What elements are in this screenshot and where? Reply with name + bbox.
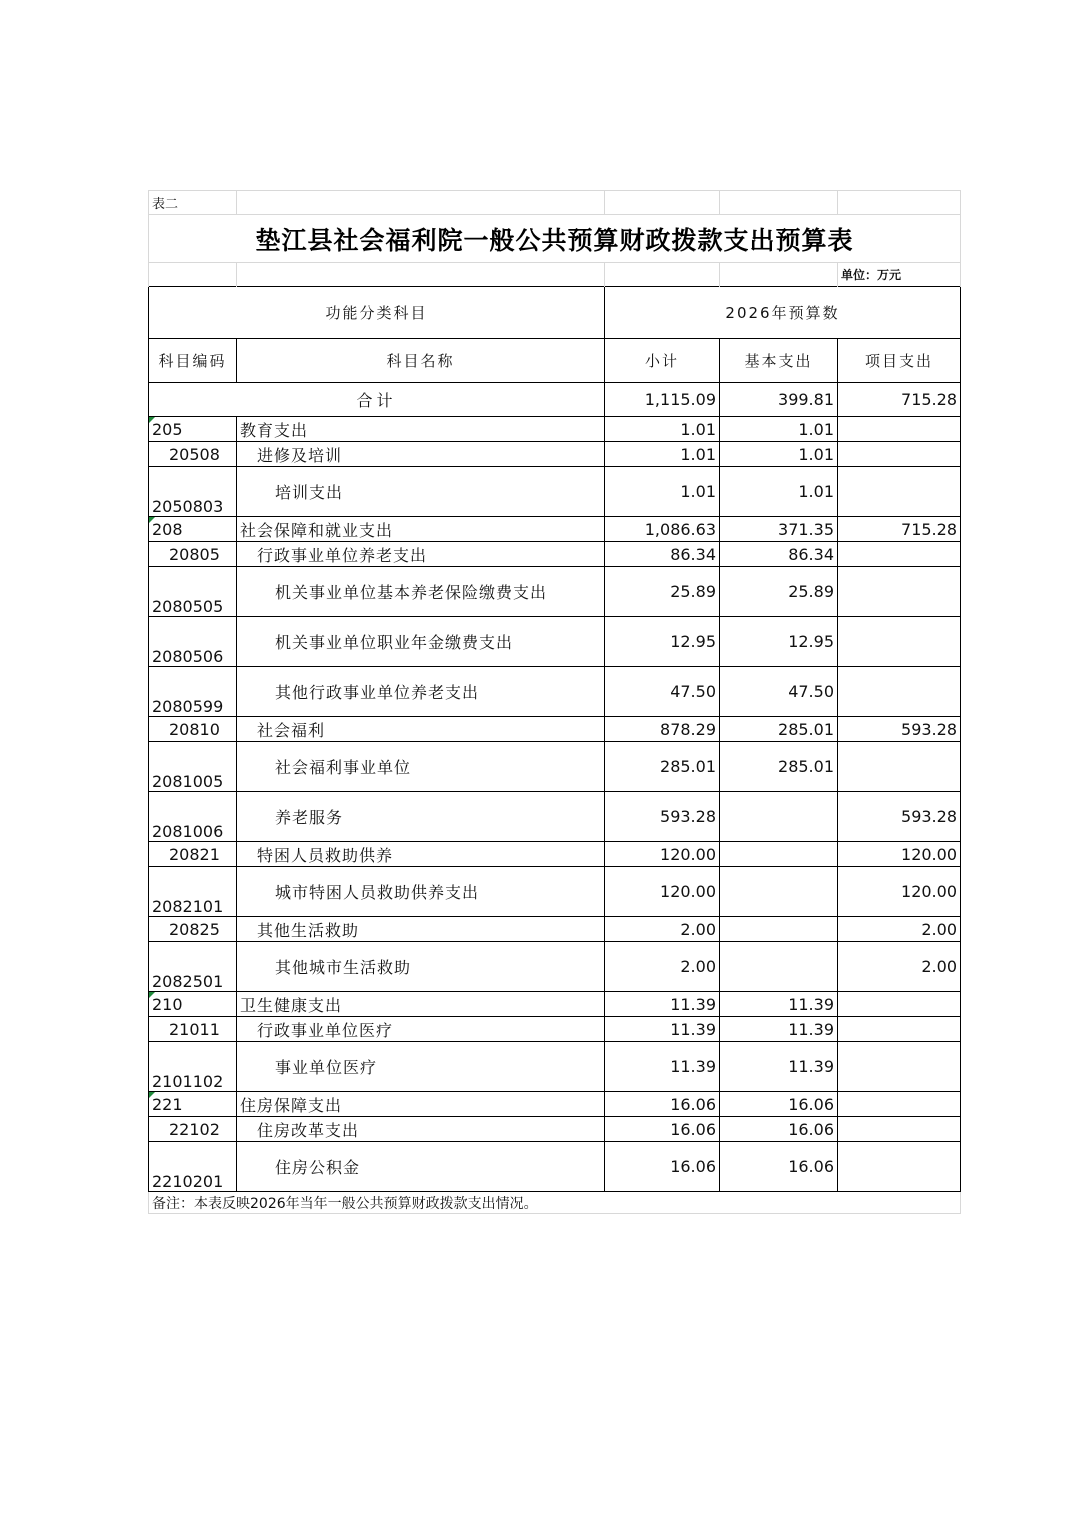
row-code: 2210201	[149, 1142, 237, 1192]
header-group-left: 功能分类科目	[149, 287, 605, 339]
budget-table	[148, 190, 961, 1214]
table-row	[149, 742, 961, 792]
row-subtotal: 11.39	[605, 992, 720, 1017]
row-name: 进修及培训	[237, 442, 605, 467]
row-name: 其他城市生活救助	[237, 942, 605, 992]
row-project	[838, 417, 961, 442]
row-name: 养老服务	[237, 792, 605, 842]
row-subtotal: 120.00	[605, 842, 720, 867]
row-code: 2080505	[149, 567, 237, 617]
row-subtotal: 1.01	[605, 442, 720, 467]
table-row	[149, 467, 961, 517]
row-project	[838, 667, 961, 717]
table-row	[149, 842, 961, 867]
header-group-row	[149, 287, 961, 339]
page-title: 垫江县社会福利院一般公共预算财政拨款支出预算表	[149, 215, 961, 263]
row-code: 22102	[149, 1117, 237, 1142]
row-project	[838, 467, 961, 517]
row-subtotal: 1.01	[605, 417, 720, 442]
row-subtotal: 47.50	[605, 667, 720, 717]
row-project	[838, 1117, 961, 1142]
row-name: 住房公积金	[237, 1142, 605, 1192]
row-basic	[720, 917, 838, 942]
row-name: 社会保障和就业支出	[237, 517, 605, 542]
header-code: 科目编码	[149, 339, 237, 383]
row-subtotal: 11.39	[605, 1042, 720, 1092]
row-subtotal: 86.34	[605, 542, 720, 567]
row-code: 20810	[149, 717, 237, 742]
row-subtotal: 11.39	[605, 1017, 720, 1042]
table-row	[149, 517, 961, 542]
row-project	[838, 542, 961, 567]
row-basic: 16.06	[720, 1142, 838, 1192]
total-label: 合计	[149, 383, 605, 417]
row-basic: 11.39	[720, 1042, 838, 1092]
sheet-label-row	[149, 191, 961, 215]
row-code: 210	[149, 992, 237, 1017]
row-name: 住房保障支出	[237, 1092, 605, 1117]
row-name: 特困人员救助供养	[237, 842, 605, 867]
row-code: 205	[149, 417, 237, 442]
row-project	[838, 1092, 961, 1117]
row-code: 208	[149, 517, 237, 542]
row-code: 20508	[149, 442, 237, 467]
row-subtotal: 285.01	[605, 742, 720, 792]
row-basic	[720, 842, 838, 867]
table-row	[149, 942, 961, 992]
row-name: 社会福利	[237, 717, 605, 742]
row-project: 715.28	[838, 517, 961, 542]
row-project	[838, 1142, 961, 1192]
row-code: 20825	[149, 917, 237, 942]
row-basic: 16.06	[720, 1117, 838, 1142]
row-code: 221	[149, 1092, 237, 1117]
row-basic: 285.01	[720, 717, 838, 742]
row-name: 其他行政事业单位养老支出	[237, 667, 605, 717]
row-project	[838, 742, 961, 792]
row-code: 20805	[149, 542, 237, 567]
row-project	[838, 1017, 961, 1042]
row-name: 行政事业单位养老支出	[237, 542, 605, 567]
row-subtotal: 2.00	[605, 917, 720, 942]
unit-row	[149, 263, 961, 287]
header-subtotal: 小计	[605, 339, 720, 383]
row-subtotal: 2.00	[605, 942, 720, 992]
total-row	[149, 383, 961, 417]
table-row	[149, 917, 961, 942]
row-project: 593.28	[838, 792, 961, 842]
row-project	[838, 1042, 961, 1092]
table-row	[149, 417, 961, 442]
row-name: 事业单位医疗	[237, 1042, 605, 1092]
row-subtotal: 16.06	[605, 1092, 720, 1117]
row-code: 2082501	[149, 942, 237, 992]
row-project	[838, 442, 961, 467]
row-basic: 12.95	[720, 617, 838, 667]
table-row	[149, 792, 961, 842]
table-row	[149, 867, 961, 917]
row-name: 住房改革支出	[237, 1117, 605, 1142]
footnote: 备注：本表反映2026年当年一般公共预算财政拨款支出情况。	[149, 1192, 961, 1214]
header-project: 项目支出	[838, 339, 961, 383]
row-code: 2050803	[149, 467, 237, 517]
table-row	[149, 1092, 961, 1117]
header-columns-row	[149, 339, 961, 383]
row-code: 2081005	[149, 742, 237, 792]
row-basic: 25.89	[720, 567, 838, 617]
row-basic: 11.39	[720, 1017, 838, 1042]
row-basic: 1.01	[720, 442, 838, 467]
row-subtotal: 1,086.63	[605, 517, 720, 542]
unit-label: 单位：万元	[838, 263, 961, 287]
row-subtotal: 593.28	[605, 792, 720, 842]
table-row	[149, 992, 961, 1017]
table-row	[149, 717, 961, 742]
row-code: 2080599	[149, 667, 237, 717]
row-name: 行政事业单位医疗	[237, 1017, 605, 1042]
table-row	[149, 542, 961, 567]
header-basic: 基本支出	[720, 339, 838, 383]
table-row	[149, 1117, 961, 1142]
row-name: 机关事业单位职业年金缴费支出	[237, 617, 605, 667]
row-subtotal: 12.95	[605, 617, 720, 667]
total-basic: 399.81	[720, 383, 838, 417]
row-basic: 11.39	[720, 992, 838, 1017]
row-basic: 1.01	[720, 467, 838, 517]
row-subtotal: 878.29	[605, 717, 720, 742]
row-basic	[720, 792, 838, 842]
row-basic: 86.34	[720, 542, 838, 567]
row-name: 社会福利事业单位	[237, 742, 605, 792]
row-subtotal: 120.00	[605, 867, 720, 917]
row-code: 2101102	[149, 1042, 237, 1092]
total-subtotal: 1,115.09	[605, 383, 720, 417]
note-row	[149, 1192, 961, 1214]
row-name: 城市特困人员救助供养支出	[237, 867, 605, 917]
row-name: 教育支出	[237, 417, 605, 442]
row-project: 120.00	[838, 867, 961, 917]
header-name: 科目名称	[237, 339, 605, 383]
table-row	[149, 617, 961, 667]
row-basic	[720, 867, 838, 917]
total-project: 715.28	[838, 383, 961, 417]
table-row	[149, 1017, 961, 1042]
row-basic: 16.06	[720, 1092, 838, 1117]
table-row	[149, 567, 961, 617]
row-project: 120.00	[838, 842, 961, 867]
table-row	[149, 667, 961, 717]
row-code: 21011	[149, 1017, 237, 1042]
row-subtotal: 16.06	[605, 1117, 720, 1142]
row-basic: 1.01	[720, 417, 838, 442]
row-name: 培训支出	[237, 467, 605, 517]
sheet-label: 表二	[149, 191, 237, 215]
row-project	[838, 992, 961, 1017]
row-basic: 285.01	[720, 742, 838, 792]
row-code: 2082101	[149, 867, 237, 917]
row-code: 2081006	[149, 792, 237, 842]
row-project: 2.00	[838, 917, 961, 942]
row-subtotal: 16.06	[605, 1142, 720, 1192]
row-name: 机关事业单位基本养老保险缴费支出	[237, 567, 605, 617]
header-group-right: 2026年预算数	[605, 287, 961, 339]
table-row	[149, 442, 961, 467]
title-row	[149, 215, 961, 263]
row-basic	[720, 942, 838, 992]
row-basic: 47.50	[720, 667, 838, 717]
table-row	[149, 1142, 961, 1192]
row-project	[838, 567, 961, 617]
table-row	[149, 1042, 961, 1092]
row-subtotal: 1.01	[605, 467, 720, 517]
row-basic: 371.35	[720, 517, 838, 542]
row-name: 其他生活救助	[237, 917, 605, 942]
row-code: 2080506	[149, 617, 237, 667]
row-project: 2.00	[838, 942, 961, 992]
row-project: 593.28	[838, 717, 961, 742]
row-subtotal: 25.89	[605, 567, 720, 617]
row-project	[838, 617, 961, 667]
row-name: 卫生健康支出	[237, 992, 605, 1017]
row-code: 20821	[149, 842, 237, 867]
